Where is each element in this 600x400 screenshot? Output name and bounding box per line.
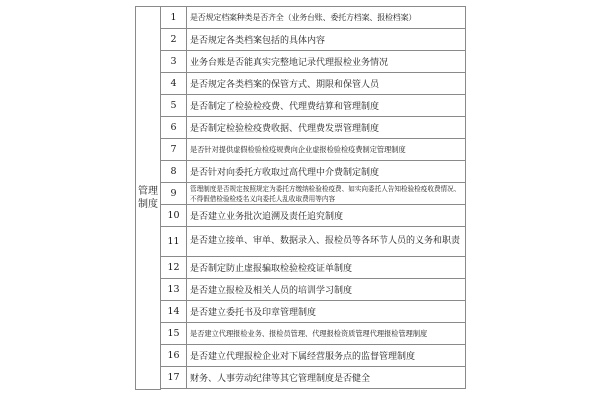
table-row [136,51,466,73]
table-row [136,257,466,279]
row-text [187,95,466,117]
row-text-content: 是否针对提供虚假检验检疫规费向企业虚报检验检疫费制定管理制度 [190,144,406,154]
row-text-content: 是否规定档案种类是否齐全（业务台账、委托方档案、报检档案） [190,13,417,22]
row-text [187,279,466,301]
table-row [136,7,466,29]
row-text-content: 是否建立委托书及印章管理制度 [190,308,317,318]
row-text [187,323,466,345]
table-row [136,345,466,367]
row-text-content: 是否建立接单、审单、数据录入、报检员等各环节人员的义务和职责 [190,236,461,246]
row-text [187,7,466,29]
checklist-table [135,6,466,390]
row-text-content: 管理制度是否规定按照规定为委托方缴纳检验检疫费、如实向委托人告知检验检疫收费情况、不得假借检验检疫名义向委托人乱收取费用等内容 [190,184,461,203]
row-number: 11 [161,227,187,257]
table-row [136,279,466,301]
table-row [136,161,466,183]
row-number: 9 [161,183,187,205]
row-text [187,301,466,323]
row-text-content: 是否规定各类档案的保管方式、期限和保管人员 [190,80,380,90]
row-text [187,205,466,227]
row-text [187,227,466,257]
category-label: 管理制度 [138,185,158,210]
row-text [187,161,466,183]
row-number: 4 [161,73,187,95]
table-row [136,183,466,205]
row-text [187,257,466,279]
row-text [187,117,466,139]
row-number: 12 [161,257,187,279]
row-text-content: 业务台账是否能真实完整地记录代理报检业务情况 [190,58,389,68]
row-number: 17 [161,367,187,389]
row-text-content: 是否制定了检验检疫费、代理费结算和管理制度 [190,102,380,112]
row-number: 15 [161,323,187,345]
row-number: 13 [161,279,187,301]
row-text-content: 财务、人事劳动纪律等其它管理制度是否健全 [190,374,371,384]
row-number: 5 [161,95,187,117]
table-row-blank [136,389,466,390]
table-row [136,323,466,345]
row-number: 1 [161,7,187,29]
row-text-content: 是否建立代理报检企业对下属经营服务点的监督管理制度 [190,352,416,362]
row-number: 6 [161,117,187,139]
table-row [136,205,466,227]
row-number: 2 [161,29,187,51]
row-number: 14 [161,301,187,323]
row-text [187,51,466,73]
row-text-content: 是否建立业务批次追溯及责任追究制度 [190,212,344,222]
table-row [136,117,466,139]
table-row [136,227,466,257]
row-text-content: 是否规定各类档案包括的具体内容 [190,36,326,46]
row-text-content: 是否建立报检及相关人员的培训学习制度 [190,286,353,296]
table-row [136,95,466,117]
row-text-content: 是否建立代理报检业务、报检员管理、代理报检资质管理代理报检管理制度 [190,328,428,338]
table-row [136,367,466,389]
table-row [136,139,466,161]
blank-cell [161,389,187,390]
row-text [187,73,466,95]
row-number: 16 [161,345,187,367]
checklist-sheet [135,6,465,396]
table-row [136,29,466,51]
row-text-content: 是否制定防止虚报骗取检验检疫证单制度 [190,264,353,274]
row-number: 8 [161,161,187,183]
row-text [187,367,466,389]
table-row [136,73,466,95]
row-text [187,139,466,161]
table-row [136,301,466,323]
row-text-content: 是否针对向委托方收取过高代理中介费制定制度 [190,168,380,178]
row-text [187,183,466,205]
row-text [187,29,466,51]
row-text [187,345,466,367]
category-cell [136,7,161,390]
row-number: 10 [161,205,187,227]
row-number: 3 [161,51,187,73]
row-text-content: 是否制定检验检疫费收据、代理费发票管理制度 [190,124,380,134]
blank-cell [187,389,466,390]
row-number: 7 [161,139,187,161]
